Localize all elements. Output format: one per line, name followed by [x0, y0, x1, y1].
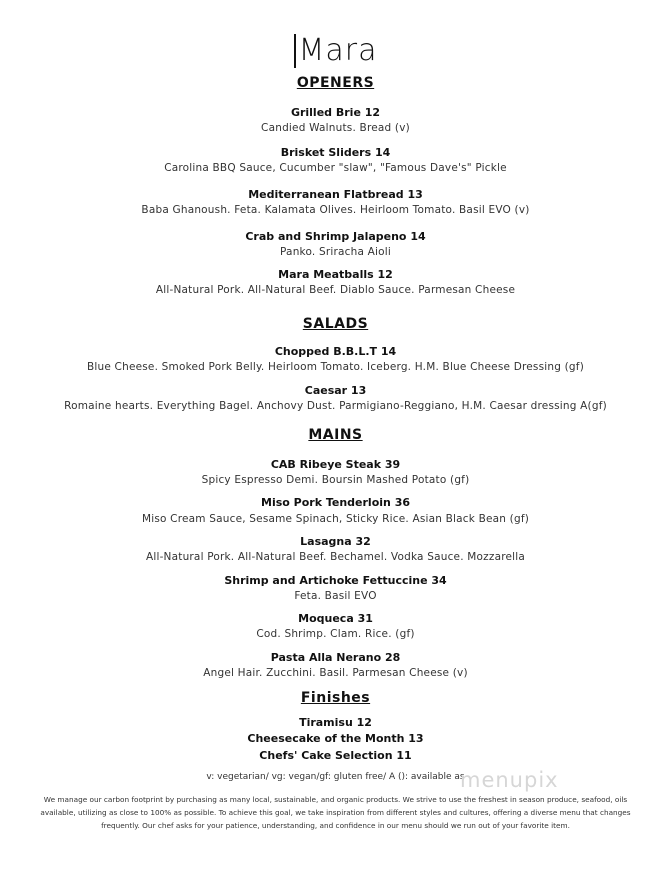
- dietary-legend: v: vegetarian/ vg: vegan/gf: gluten free/ A (): available as: [206, 772, 465, 782]
- menu-item-name: Mara Meatballs 12: [278, 268, 393, 281]
- section-title-mains: MAINS: [308, 427, 363, 443]
- menu-item-name: Caesar 13: [304, 384, 367, 397]
- menu-item-desc: Angel Hair. Zucchini. Basil. Parmesan Cheese (v): [203, 667, 468, 679]
- restaurant-title: Mara: [294, 34, 378, 68]
- menu-item-desc: Panko. Sriracha Aioli: [280, 246, 391, 258]
- menu-item-name: Tiramisu 12: [299, 716, 372, 729]
- menu-item-desc: Carolina BBQ Sauce, Cucumber "slaw", "Famous Dave's" Pickle: [164, 162, 507, 174]
- menu-item-desc: All-Natural Pork. All-Natural Beef. Bechamel. Vodka Sauce. Mozzarella: [145, 551, 526, 563]
- watermark: menupix: [460, 768, 559, 792]
- menu-item-desc: Blue Cheese. Smoked Pork Belly. Heirloom Tomato. Iceberg. H.M. Blue Cheese Dressing (gf): [86, 361, 584, 373]
- menu-item-desc: Spicy Espresso Demi. Boursin Mashed Potato (gf): [201, 474, 470, 486]
- menu-item-name: Moqueca 31: [298, 612, 373, 625]
- menu-item-name: Grilled Brie 12: [290, 106, 381, 119]
- menu-item-name: Lasagna 32: [300, 535, 371, 548]
- title-wrap: [0, 34, 671, 68]
- menu-item-name: Brisket Sliders 14: [280, 146, 391, 159]
- menu-item-name: CAB Ribeye Steak 39: [270, 458, 401, 471]
- menu-item-desc: Romaine hearts. Everything Bagel. Anchovy Dust. Parmigiano-Reggiano, H.M. Caesar dressing A(gf): [64, 400, 607, 412]
- menu-item-name: Chopped B.B.L.T 14: [274, 345, 397, 358]
- menu-item-desc: Miso Cream Sauce, Sesame Spinach, Sticky Rice. Asian Black Bean (gf): [141, 513, 530, 525]
- menu-item-desc: Candied Walnuts. Bread (v): [261, 122, 410, 134]
- section-title-openers: OPENERS: [296, 75, 375, 91]
- sustainability-note: We manage our carbon footprint by purchasing as many local, sustainable, and organic products. We strive to use the freshest in season produce, seafood, oils available, utilizing as close to 100% as possible. To achieve this goal, we take inspiration from different styles and cultures, offering a diverse menu that changes frequently. Our chef asks for your patience, understanding, and confidence in our menu should we run out of your favorite item.: [40, 795, 631, 830]
- section-title-finishes: Finishes: [300, 690, 371, 706]
- menu-item-name: Crab and Shrimp Jalapeno 14: [245, 230, 426, 243]
- section-title-salads: SALADS: [302, 316, 369, 332]
- menu-item-name: Mediterranean Flatbread 13: [248, 188, 423, 201]
- menu-item-desc: Feta. Basil EVO: [294, 590, 377, 602]
- menu-item-desc: Cod. Shrimp. Clam. Rice. (gf): [256, 628, 415, 640]
- menu-item-name: Chefs' Cake Selection 11: [259, 749, 412, 762]
- menu-item-desc: Baba Ghanoush. Feta. Kalamata Olives. Heirloom Tomato. Basil EVO (v): [141, 204, 530, 216]
- menu-item-name: Miso Pork Tenderloin 36: [261, 496, 410, 509]
- menu-item-name: Cheesecake of the Month 13: [247, 732, 424, 745]
- menu-item-desc: All-Natural Pork. All-Natural Beef. Diablo Sauce. Parmesan Cheese: [155, 284, 516, 296]
- menu-item-name: Pasta Alla Nerano 28: [270, 651, 401, 664]
- menu-item-name: Shrimp and Artichoke Fettuccine 34: [224, 574, 447, 587]
